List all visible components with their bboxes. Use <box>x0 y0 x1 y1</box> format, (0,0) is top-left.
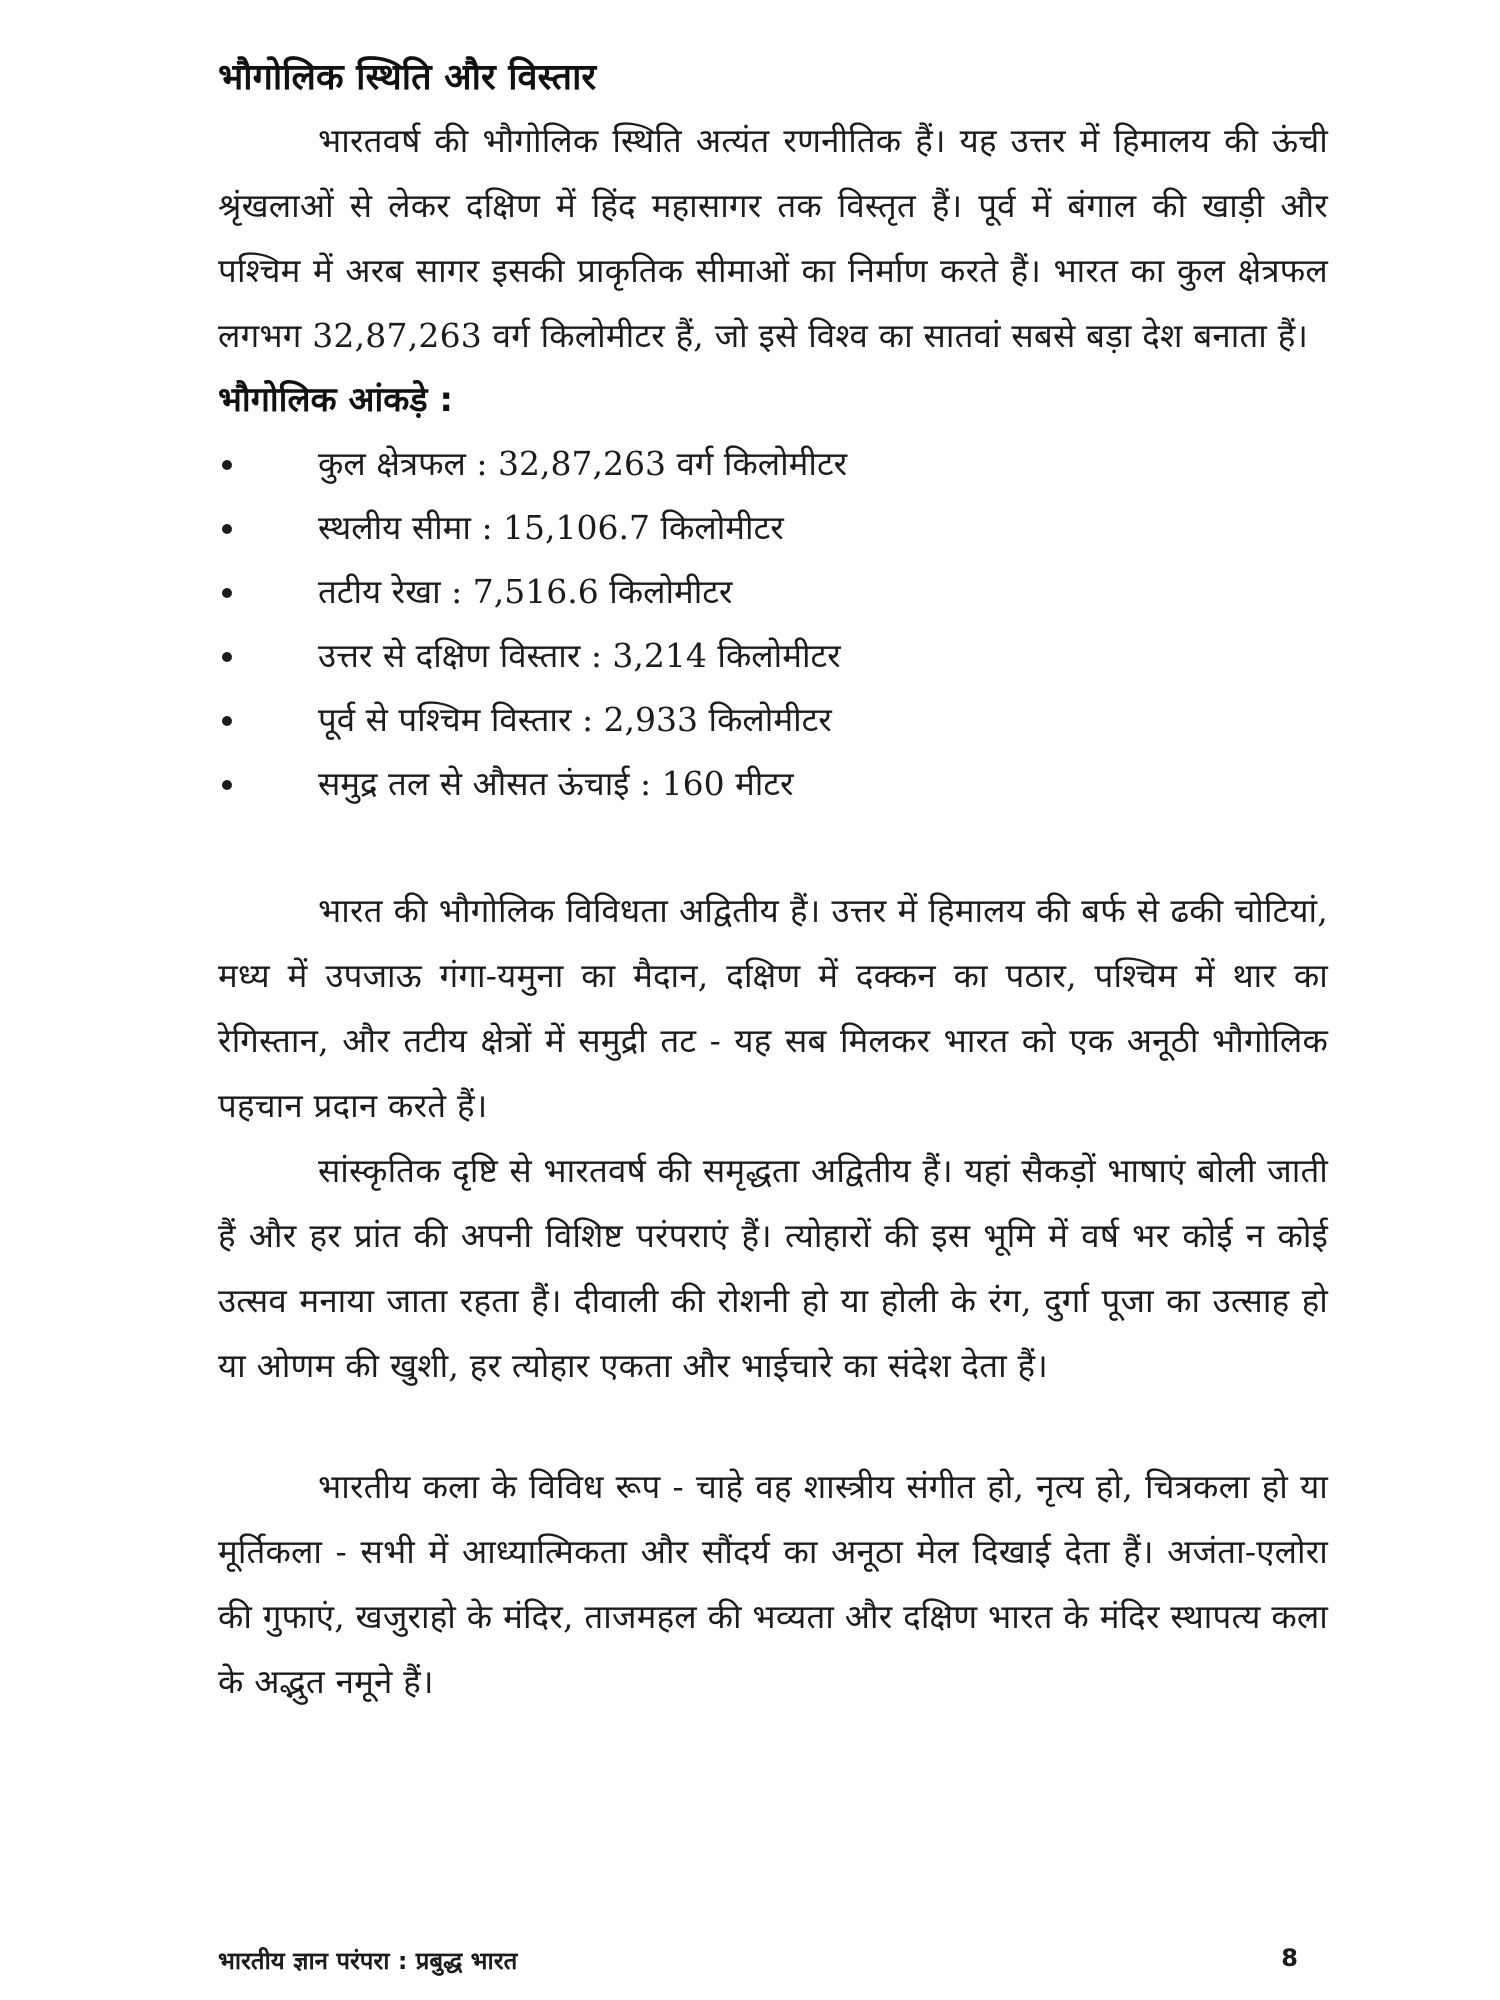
stats-list <box>218 432 1328 816</box>
bullet-icon <box>222 588 232 598</box>
stat-text: उत्तर से दक्षिण विस्तार : 3,214 किलोमीटर <box>318 636 841 675</box>
bullet-icon <box>222 716 232 726</box>
intro-paragraph: भारतवर्ष की भौगोलिक स्थिति अत्यंत रणनीतिक हैं। यह उत्तर में हिमालय की ऊंची श्रृंखलाओं से लेकर दक्षिण में हिंद महासागर तक विस्तृत हैं। पूर्व में बंगाल की खाड़ी और पश्चिम में अरब सागर इसकी प्राकृतिक सीमाओं का निर्माण करते हैं। भारत का कुल क्षेत्रफल लगभग 32,87,263 वर्ग किलोमीटर हैं, जो इसे विश्व का सातवां सबसे बड़ा देश बनाता हैं। <box>218 121 1328 355</box>
bullet-icon <box>222 460 232 470</box>
stat-text: तटीय रेखा : 7,516.6 किलोमीटर <box>318 572 733 611</box>
page-number: 8 <box>1281 1944 1298 1972</box>
list-item <box>218 432 1328 496</box>
stats-heading: भौगोलिक आंकड़े : <box>218 380 453 420</box>
diversity-paragraph: भारत की भौगोलिक विविधता अद्वितीय हैं। उत्तर में हिमालय की बर्फ से ढकी चोटियां, मध्य में उपजाऊ गंगा-यमुना का मैदान, दक्षिण में दक्कन का पठार, पश्चिम में थार का रेगिस्तान, और तटीय क्षेत्रों में समुद्री तट - यह सब मिलकर भारत को एक अनूठी भौगोलिक पहचान प्रदान करते हैं। <box>218 891 1328 1125</box>
culture-paragraph: सांस्कृतिक दृष्टि से भारतवर्ष की समृद्धता अद्वितीय हैं। यहां सैकड़ों भाषाएं बोली जाती हैं और हर प्रांत की अपनी विशिष्ट परंपराएं हैं। त्योहारों की इस भूमि में वर्ष भर कोई न कोई उत्सव मनाया जाता रहता हैं। दीवाली की रोशनी हो या होली के रंग, दुर्गा पूजा का उत्साह हो या ओणम की खुशी, हर त्योहार एकता और भाईचारे का संदेश देता हैं। <box>218 1151 1328 1385</box>
bullet-icon <box>222 652 232 662</box>
footer-title: भारतीय ज्ञान परंपरा : प्रबुद्ध भारत <box>218 1947 518 1975</box>
stat-text: कुल क्षेत्रफल : 32,87,263 वर्ग किलोमीटर <box>318 444 848 483</box>
list-item <box>218 624 1328 688</box>
list-item <box>218 560 1328 624</box>
section-heading: भौगोलिक स्थिति और विस्तार <box>218 57 597 98</box>
list-item <box>218 752 1328 816</box>
list-item <box>218 688 1328 752</box>
stat-text: स्थलीय सीमा : 15,106.7 किलोमीटर <box>318 508 784 547</box>
list-item <box>218 496 1328 560</box>
art-paragraph: भारतीय कला के विविध रूप - चाहे वह शास्त्रीय संगीत हो, नृत्य हो, चित्रकला हो या मूर्तिकला - सभी में आध्यात्मिकता और सौंदर्य का अनूठा मेल दिखाई देता हैं। अजंता-एलोरा की गुफाएं, खजुराहो के मंदिर, ताजमहल की भव्यता और दक्षिण भारत के मंदिर स्थापत्य कला के अद्भुत नमूने हैं। <box>218 1467 1328 1701</box>
bullet-icon <box>222 524 232 534</box>
spacer <box>218 816 1328 878</box>
stat-text: समुद्र तल से औसत ऊंचाई : 160 मीटर <box>318 764 794 803</box>
page-content <box>218 48 1328 1714</box>
bullet-icon <box>222 780 232 790</box>
page-footer <box>218 1944 1298 1984</box>
stat-text: पूर्व से पश्चिम विस्तार : 2,933 किलोमीटर <box>318 700 832 739</box>
spacer <box>218 1398 1328 1454</box>
